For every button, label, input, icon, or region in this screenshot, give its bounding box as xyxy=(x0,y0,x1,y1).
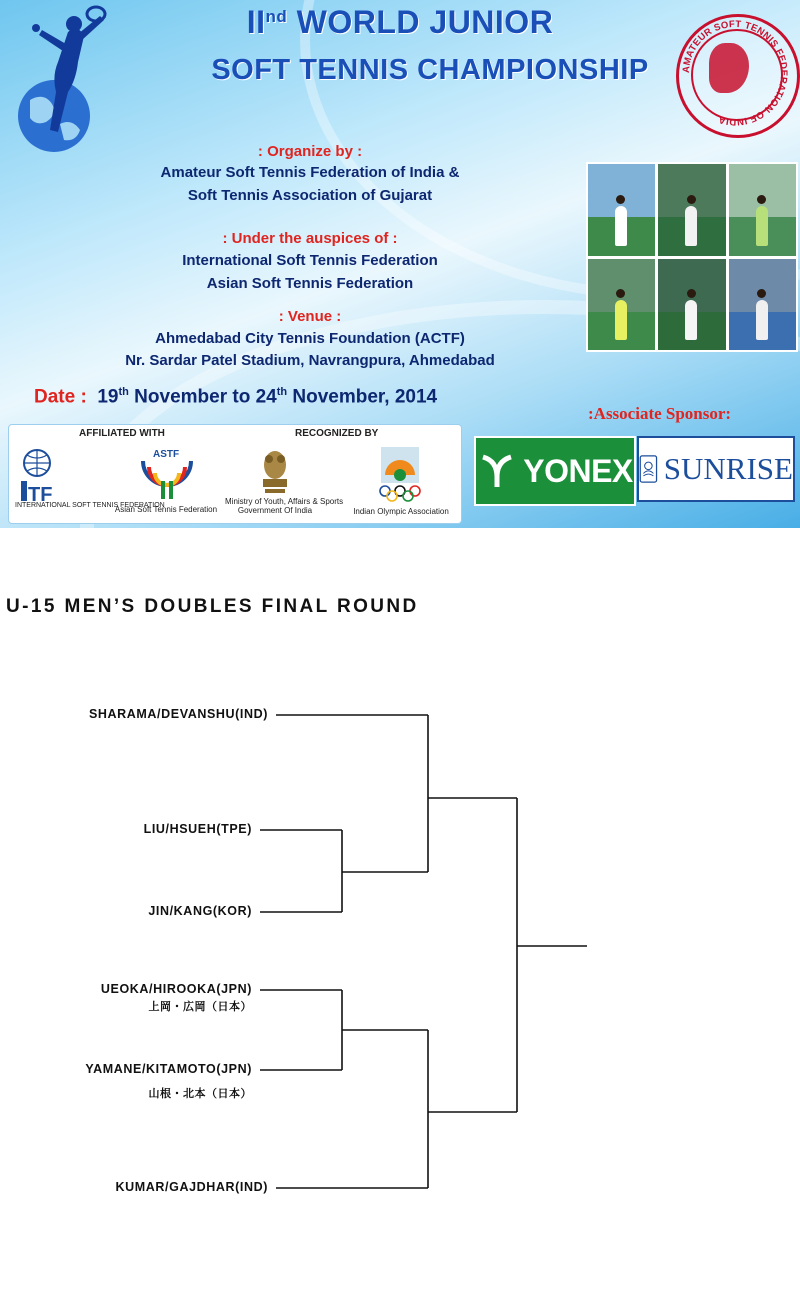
yonex-sponsor-logo: YONEX xyxy=(474,436,636,506)
team-name: LIU/HSUEH(TPE) xyxy=(143,822,252,836)
team-name: UEOKA/HIROOKA(JPN) xyxy=(100,982,252,996)
associate-sponsor-label: :Associate Sponsor: xyxy=(588,404,732,423)
astf-caption: Asian Soft Tennis Federation xyxy=(114,505,218,514)
venue-line: Nr. Sardar Patel Stadium, Navrangpura, Ahmedabad xyxy=(125,352,495,369)
team-name: SHARAMA/DEVANSHU(IND) xyxy=(88,707,268,721)
venue-heading: : Venue : xyxy=(278,308,342,325)
team-name-japanese: 上岡・広岡（日本） xyxy=(148,1001,252,1013)
affiliated-heading: AFFILIATED WITH xyxy=(79,428,165,439)
bracket-title: U-15 MEN’S DOUBLES FINAL ROUND xyxy=(6,596,419,617)
organizer-line: Soft Tennis Association of Gujarat xyxy=(187,187,433,204)
auspices-heading: : Under the auspices of : xyxy=(222,230,398,247)
organize-heading: : Organize by : xyxy=(257,143,363,160)
istf-caption: INTERNATIONAL SOFT TENNIS FEDERATION xyxy=(15,502,165,509)
team-name: YAMANE/KITAMOTO(JPN) xyxy=(85,1062,252,1076)
ioa-caption: Indian Olympic Association xyxy=(353,507,449,516)
svg-text:TF: TF xyxy=(28,484,53,506)
svg-text:AMATEUR SOFT TENNIS FEDERATION: AMATEUR SOFT TENNIS FEDERATION OF INDIA xyxy=(680,18,790,128)
recognized-heading: RECOGNIZED BY xyxy=(295,428,379,439)
svg-text:ASTF: ASTF xyxy=(153,449,180,460)
sunrise-sponsor-logo: SUNRISE xyxy=(637,436,795,502)
team-name-japanese: 山根・北本（日本） xyxy=(148,1088,252,1100)
team-name: JIN/KANG(KOR) xyxy=(148,904,252,918)
ministry-caption: Ministry of Youth, Affairs & Sports Government Of India xyxy=(225,497,344,515)
venue-line: Ahmedabad City Tennis Foundation (ACTF) xyxy=(155,330,465,347)
banner-title-line-1: IInd WORLD JUNIOR xyxy=(246,4,554,40)
banner-title-line-2: SOFT TENNIS CHAMPIONSHIP xyxy=(211,54,649,86)
auspices-line: Asian Soft Tennis Federation xyxy=(206,275,414,292)
event-dates: Date : 19th November to 24th November, 2014 xyxy=(34,386,438,408)
organizer-line: Amateur Soft Tennis Federation of India & xyxy=(160,164,460,181)
team-name: KUMAR/GAJDHAR(IND) xyxy=(115,1180,268,1194)
auspices-line: International Soft Tennis Federation xyxy=(182,252,438,269)
